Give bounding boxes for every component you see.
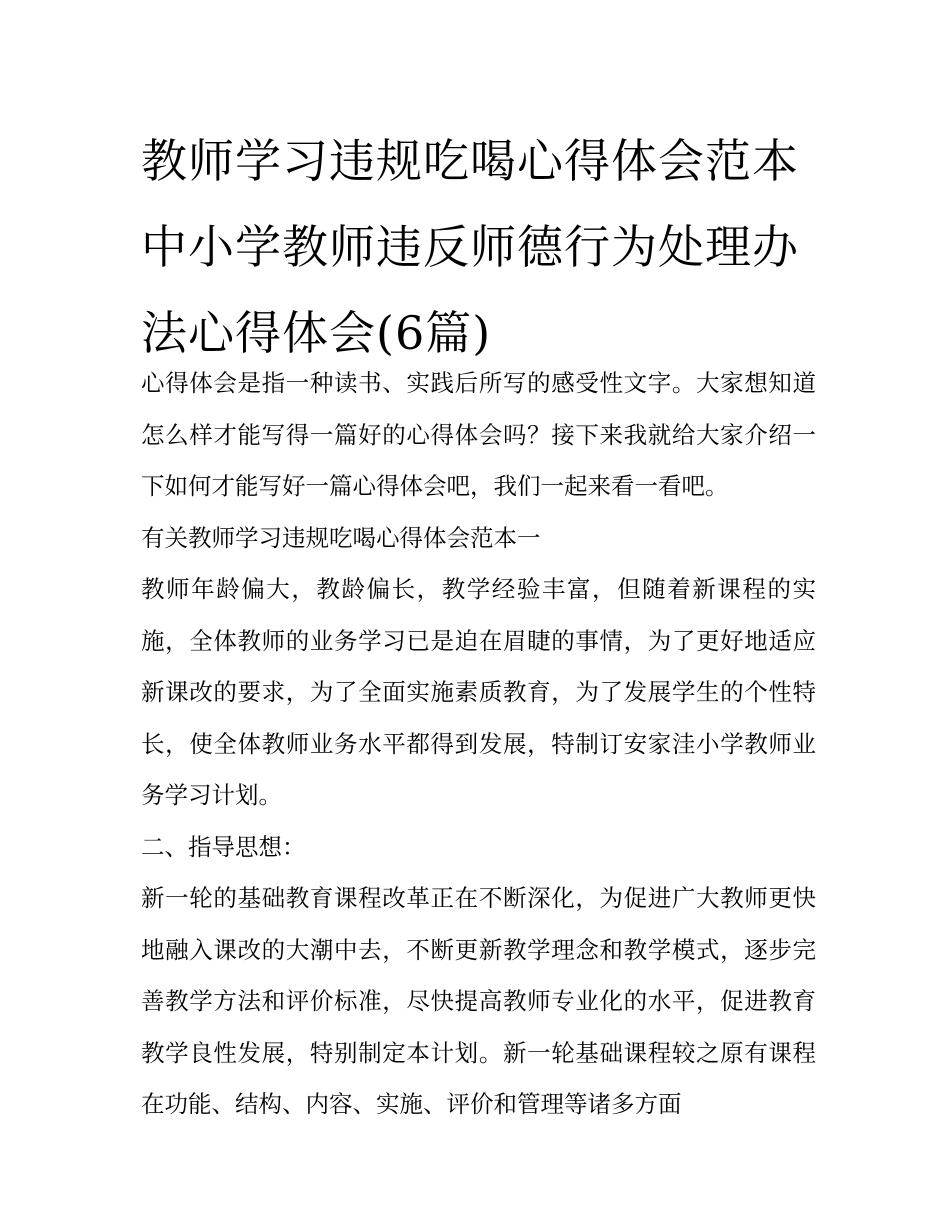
- document-body: [141, 358, 816, 1131]
- body-paragraph: 教师年龄偏大，教龄偏长，教学经验丰富，但随着新课程的实施，全体教师的业务学习已是迫在眉睫的事情，为了更好地适应新课改的要求，为了全面实施素质教育，为了发展学生的个性特长，使全体教师业务水平都得到发展，特制订安家洼小学教师业务学习计划。: [141, 575, 816, 809]
- intro-paragraph: 心得体会是指一种读书、实践后所写的感受性文字。大家想知道怎么样才能写得一篇好的心得体会吗？接下来我就给大家介绍一下如何才能写好一篇心得体会吧，我们一起来看一看吧。: [141, 369, 816, 500]
- section-heading-guiding-thought: 二、指导思想：: [141, 832, 306, 861]
- section-heading-sample-one: 有关教师学习违规吃喝心得体会范本一: [141, 523, 541, 552]
- body-paragraph: 新一轮的基础教育课程改革正在不断深化，为促进广大教师更快地融入课改的大潮中去，不断更新教学理念和教学模式，逐步完善教学方法和评价标准，尽快提高教师专业化的水平，促进教育教学良性发展，特别制定本计划。新一轮基础课程较之原有课程在功能、结构、内容、实施、评价和管理等诸多方面: [141, 884, 816, 1118]
- document-title: 教师学习违规吃喝心得体会范本 中小学教师违反师德行为处理办法心得体会(6篇): [141, 134, 799, 360]
